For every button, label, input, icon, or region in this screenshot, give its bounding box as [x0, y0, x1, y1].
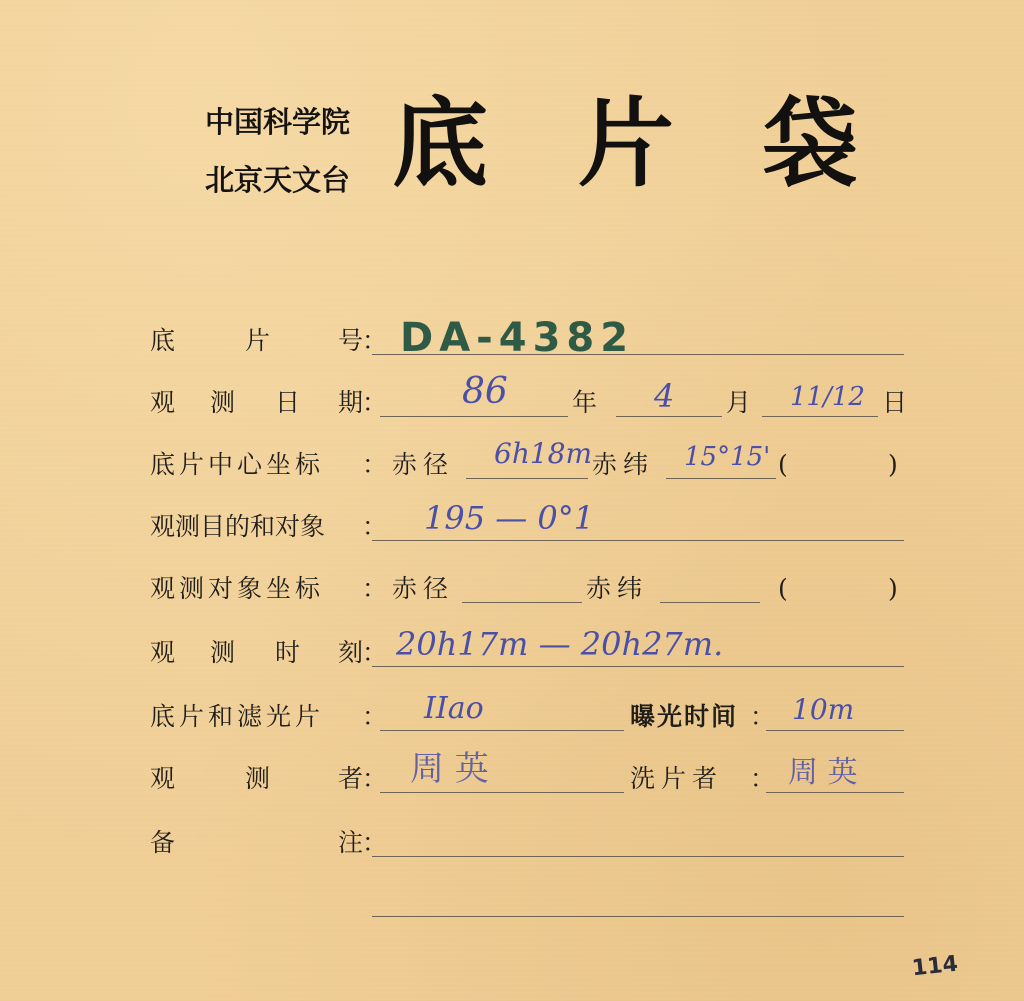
colon: ： [750, 764, 776, 793]
colon: ： [362, 828, 388, 857]
title-char-3: 袋 [762, 88, 858, 200]
obs-date-label-char-3: 日 [275, 388, 301, 417]
month-unit: 月 [726, 388, 752, 417]
notes-label-char-1: 备 [150, 828, 176, 857]
plate-no-label-char-2: 片 [245, 326, 271, 355]
notes-label-char-2: 注 [338, 828, 364, 857]
purpose-label: 观测目的和对象 [150, 512, 326, 541]
obs-time-line [372, 666, 904, 667]
developer-value: 周 英 [788, 755, 858, 790]
colon: ： [362, 326, 388, 355]
colon: ： [362, 638, 388, 667]
plate-filter-label: 底片和滤光片 [150, 702, 325, 731]
plate-no-value: DA-4382 [400, 315, 635, 361]
obs-date-label-char-2: 测 [210, 388, 236, 417]
colon: ： [362, 574, 388, 603]
plate-center-dec-value: 15°15' [684, 442, 771, 472]
developer-line [766, 792, 904, 793]
exposure-line [766, 730, 904, 731]
colon: ： [362, 512, 388, 541]
institution-line-2: 北京天文台 [205, 163, 351, 197]
day-value: 11/12 [790, 382, 865, 412]
exposure-value: 10m [792, 693, 855, 726]
observer-label-char-3: 者 [338, 764, 364, 793]
day-line [762, 416, 878, 417]
plate-filter-line [380, 730, 624, 731]
title-char-1: 底 [392, 88, 488, 200]
object-coords-label: 观测对象坐标 [150, 574, 325, 603]
year-unit: 年 [572, 388, 598, 417]
observer-line [380, 792, 624, 793]
day-unit: 日 [882, 388, 908, 417]
colon: ： [362, 764, 388, 793]
page-number: 114 [910, 951, 960, 982]
obs-time-label-char-1: 观 [150, 638, 176, 667]
object-close-paren: ) [888, 574, 898, 603]
plate-center-ra-value: 6h18m [494, 437, 593, 470]
observer-label-char-1: 观 [150, 764, 176, 793]
plate-center-label: 底片中心坐标 [150, 450, 325, 479]
plate-no-label-char-3: 号 [338, 326, 364, 355]
colon: ： [750, 702, 776, 731]
object-ra-label: 赤径 [392, 574, 455, 603]
object-dec-line [660, 602, 760, 603]
plate-center-dec-line [666, 478, 776, 479]
object-ra-line [462, 602, 582, 603]
plate-no-label-char-1: 底 [150, 326, 176, 355]
obs-date-label-char-1: 观 [150, 388, 176, 417]
obs-time-value: 20h17m — 20h27m. [396, 625, 724, 663]
plate-center-ra-line [466, 478, 588, 479]
purpose-line [372, 540, 904, 541]
obs-time-label-char-4: 刻 [338, 638, 364, 667]
plate-center-open-paren: ( [778, 450, 788, 479]
plate-center-close-paren: ) [888, 450, 898, 479]
obs-time-label-char-2: 测 [210, 638, 236, 667]
colon: ： [362, 450, 388, 479]
colon: ： [362, 388, 388, 417]
obs-time-label-char-3: 时 [275, 638, 301, 667]
title-char-2: 片 [578, 88, 674, 200]
institution-line-1: 中国科学院 [205, 105, 351, 139]
purpose-value: 195 — 0°1 [424, 499, 595, 537]
month-value: 4 [654, 377, 675, 415]
year-line [380, 416, 568, 417]
plate-center-ra-label: 赤径 [392, 450, 455, 479]
plate-center-dec-label: 赤纬 [592, 450, 655, 479]
developer-label: 洗片者 [630, 764, 724, 793]
object-open-paren: ( [778, 574, 788, 603]
colon: ： [362, 702, 388, 731]
object-dec-label: 赤纬 [586, 574, 649, 603]
year-value: 86 [462, 371, 508, 412]
observer-value: 周 英 [410, 749, 489, 789]
month-line [616, 416, 722, 417]
observer-label-char-2: 测 [245, 764, 271, 793]
notes-line-2 [372, 916, 904, 917]
exposure-label: 曝光时间 [630, 702, 739, 731]
plate-filter-value: IIao [424, 691, 484, 726]
obs-date-label-char-4: 期 [338, 388, 364, 417]
notes-line-1 [372, 856, 904, 857]
